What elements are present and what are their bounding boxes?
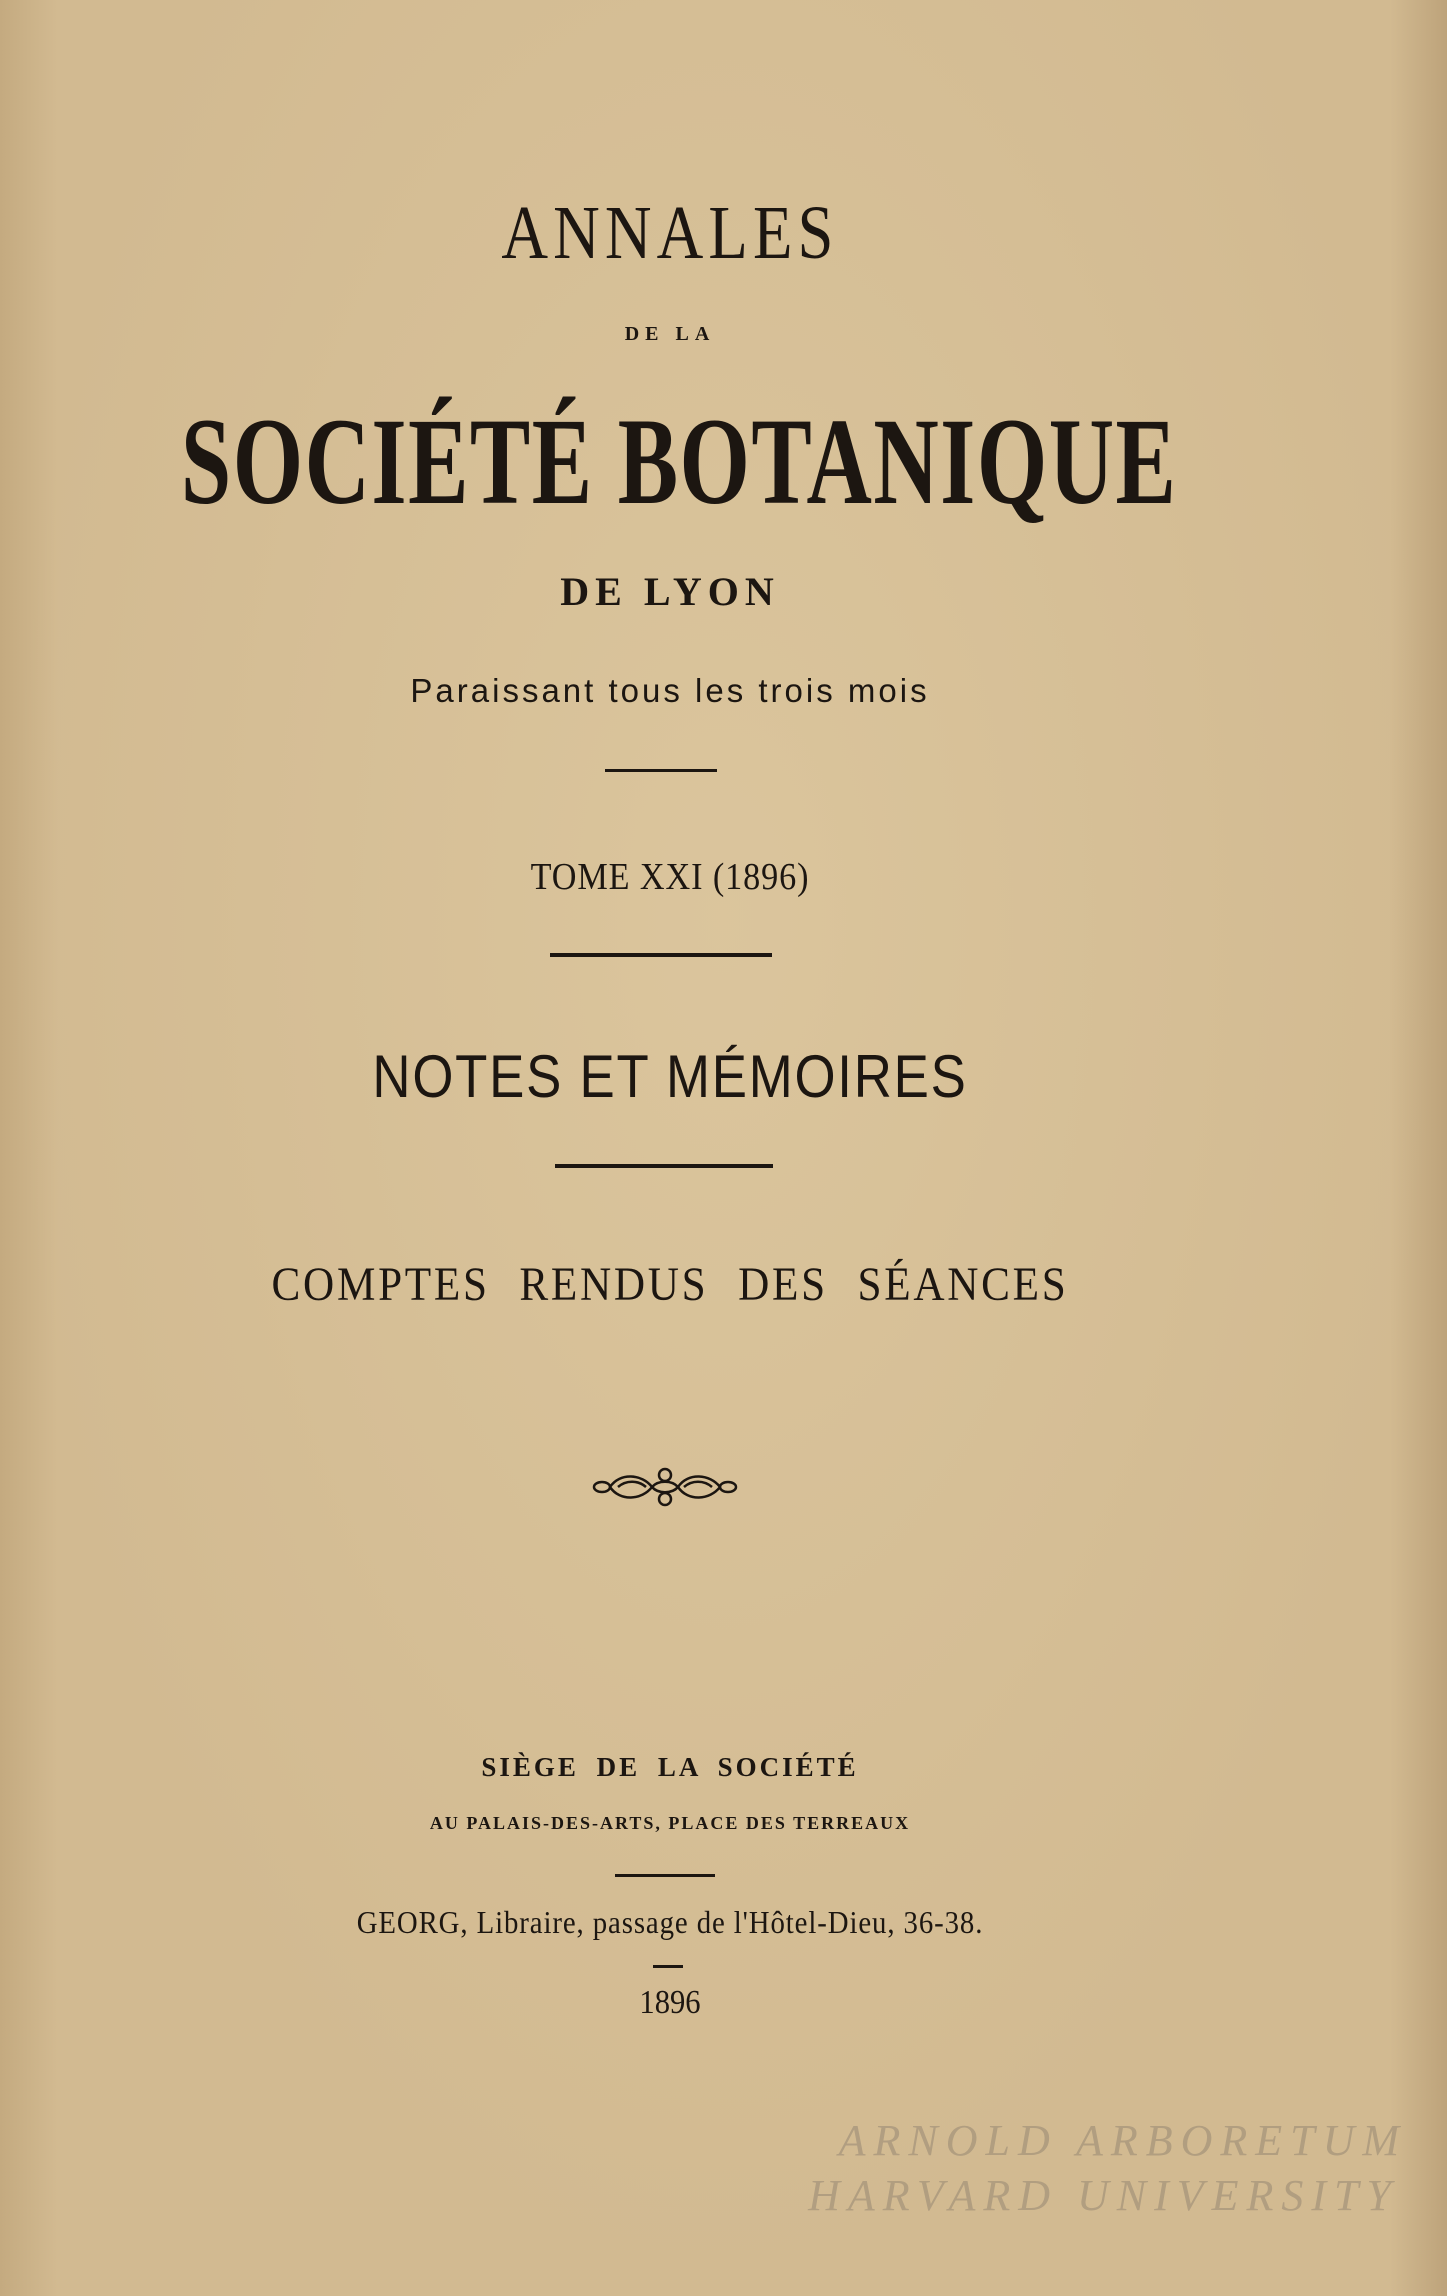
title-de-lyon: DE LYON [560, 569, 780, 614]
title-societe-botanique: SOCIÉTÉ BOTANIQUE [180, 393, 1178, 530]
scroll-ornament-icon [590, 1462, 740, 1512]
publication-year: 1896 [639, 1984, 701, 2021]
section-notes: NOTES ET MÉMOIRES [372, 1043, 968, 1110]
library-stamp-line-1: ARNOLD ARBORETUM [838, 2116, 1407, 2165]
library-stamp-line-2: HARVARD UNIVERSITY [808, 2171, 1399, 2220]
society-seat: SIÈGE DE LA SOCIÉTÉ [481, 1752, 859, 1782]
divider-5 [653, 1965, 683, 1968]
divider-2 [550, 953, 772, 957]
society-address: AU PALAIS-DES-ARTS, PLACE DES TERREAUX [429, 1813, 911, 1833]
subtitle-frequency: Paraissant tous les trois mois [410, 672, 930, 709]
divider-4 [615, 1874, 715, 1877]
divider-1 [605, 769, 717, 772]
section-comptes: COMPTES RENDUS DES SÉANCES [271, 1258, 1069, 1311]
divider-3 [555, 1164, 773, 1168]
volume-label: TOME XXI (1896) [530, 856, 810, 898]
title-annales: ANNALES [501, 191, 839, 275]
publisher-line: GEORG, Libraire, passage de l'Hôtel-Dieu, 36-38. [356, 1904, 984, 1940]
title-de-la: DE LA [624, 323, 716, 345]
